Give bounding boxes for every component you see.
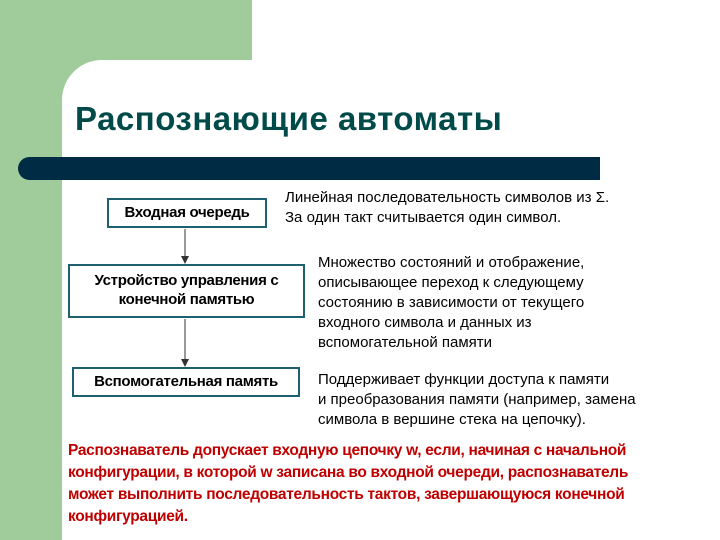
control-unit-description: Множество состояний и отображение, описывающее переход к следующему состоянию в зависимости от текущего входного символа и данных из вспомогательной памяти: [318, 254, 585, 351]
control-unit-label-line2: конечной памятью: [118, 291, 255, 308]
input-queue-box: [107, 198, 267, 228]
input-queue-description: Линейная последовательность символов из Σ. За один такт считывается один символ.: [285, 189, 610, 226]
aux-memory-box: [72, 367, 300, 397]
title-underline-bar: [18, 157, 600, 180]
control-unit-label-line1: Устройство управления с: [94, 272, 279, 290]
aux-memory-description: Поддерживает функции доступа к памяти и преобразования памяти (например, замена символа в вершине стека на цепочку).: [318, 371, 636, 428]
background-top-white: [252, 0, 720, 62]
definition-note: Распознаватель допускает входную цепочку w, если, начиная с начальной конфигурации, в которой w записана во входной очереди, распознаватель может выполнить последовательность тактов, завершающуюся конечной конфигурацией.: [68, 442, 629, 525]
input-queue-label: Входная очередь: [124, 203, 250, 221]
control-unit-box: [68, 264, 305, 318]
aux-memory-label: Вспомогательная память: [94, 372, 278, 390]
page-title: Распознающие автоматы: [75, 100, 503, 137]
